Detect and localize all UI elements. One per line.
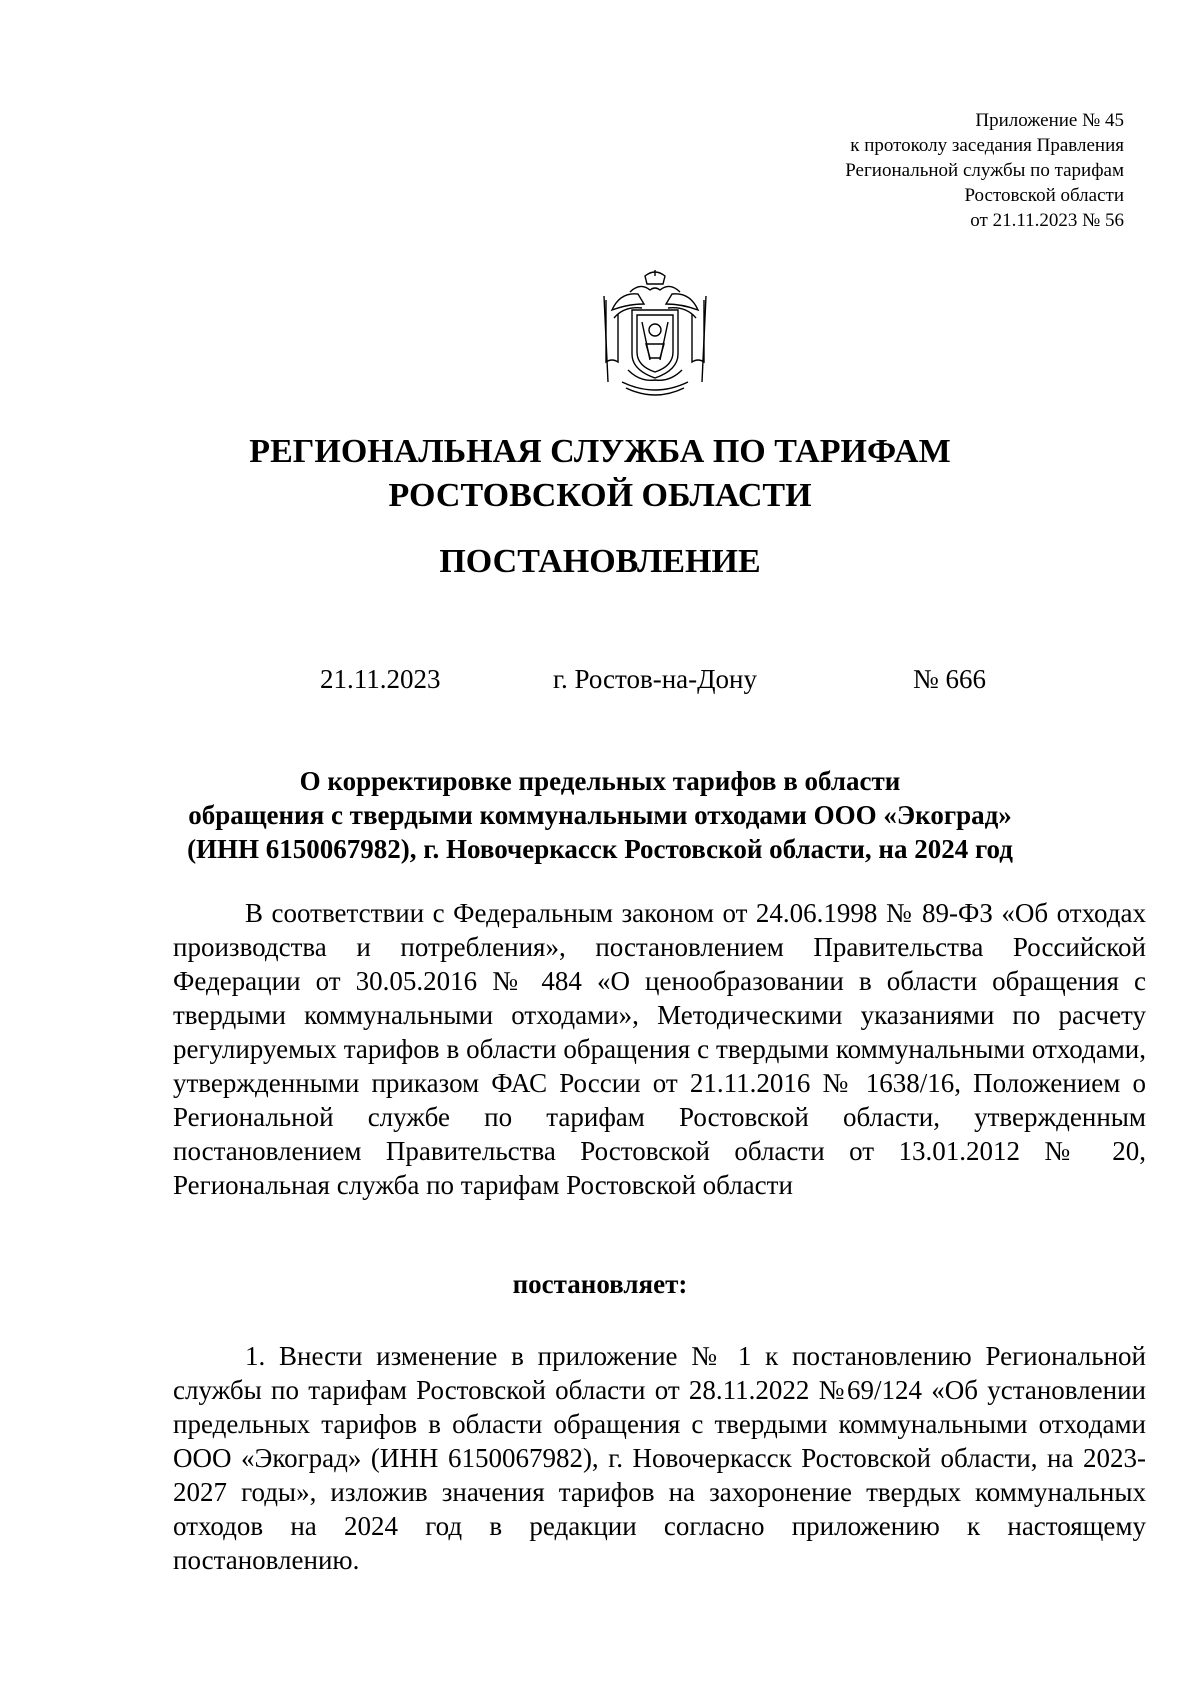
preamble-paragraph: В соответствии с Федеральным законом от 24.06.1998 № 89-ФЗ «Об отходах производства и потребления», постановлением Правительства Российской Федерации от 30.05.2016 № 484 «О ценообразовании в области обращения с твердыми коммунальными отходами», Методическими указаниями по расчету регулируемых тарифов в области обращения с твердыми коммунальными отходами, утвержденными приказом ФАС России от 21.11.2016 № 1638/16, Положением о Региональной службе по тарифам Ростовской области, утвержденным постановлением Правительства Ростовской области от 13.01.2012 № 20, Региональная служба по тарифам Ростовской области <box>173 898 1146 1200</box>
annex-line: от 21.11.2023 № 56 <box>970 210 1124 231</box>
org-title-line-1: РЕГИОНАЛЬНАЯ СЛУЖБА ПО ТАРИФАМ <box>249 433 951 470</box>
annex-line: Приложение № 45 <box>975 110 1124 131</box>
subject-line-1: О корректировке предельных тарифов в области <box>299 766 901 796</box>
subject-line-2: обращения с твердыми коммунальными отходами ООО «Экоград» <box>188 800 1012 830</box>
document-date: 21.11.2023 <box>320 664 441 694</box>
coat-of-arms-icon <box>600 270 710 402</box>
annex-line: Региональной службы по тарифам <box>845 160 1124 181</box>
annex-line: к протоколу заседания Правления <box>850 135 1124 156</box>
organization-title <box>0 430 1200 518</box>
decree-word: постановляет: <box>512 1269 688 1299</box>
document-type: ПОСТАНОВЛЕНИЕ <box>439 543 761 580</box>
annex-block <box>704 108 1124 233</box>
document-city: г. Ростов-на-Дону <box>553 664 758 694</box>
org-title-line-2: РОСТОВСКОЙ ОБЛАСТИ <box>388 477 812 514</box>
item-1-paragraph: 1. Внести изменение в приложение № 1 к постановлению Региональной службы по тарифам Ростовской области от 28.11.2022 №69/124 «Об установлении предельных тарифов в области обращения с твердыми коммунальными отходами ООО «Экоград» (ИНН 6150067982), г. Новочеркасск Ростовской области, на 2023-2027 годы», изложив значения тарифов на захоронение твердых коммунальных отходов на 2024 год в редакции согласно приложению к настоящему постановлению. <box>173 1341 1146 1575</box>
annex-line: Ростовской области <box>964 185 1124 206</box>
document-number: № 666 <box>913 664 987 694</box>
subject-line-3: (ИНН 6150067982), г. Новочеркасск Ростовской области, на 2024 год <box>187 834 1013 864</box>
document-subject <box>0 764 1200 866</box>
